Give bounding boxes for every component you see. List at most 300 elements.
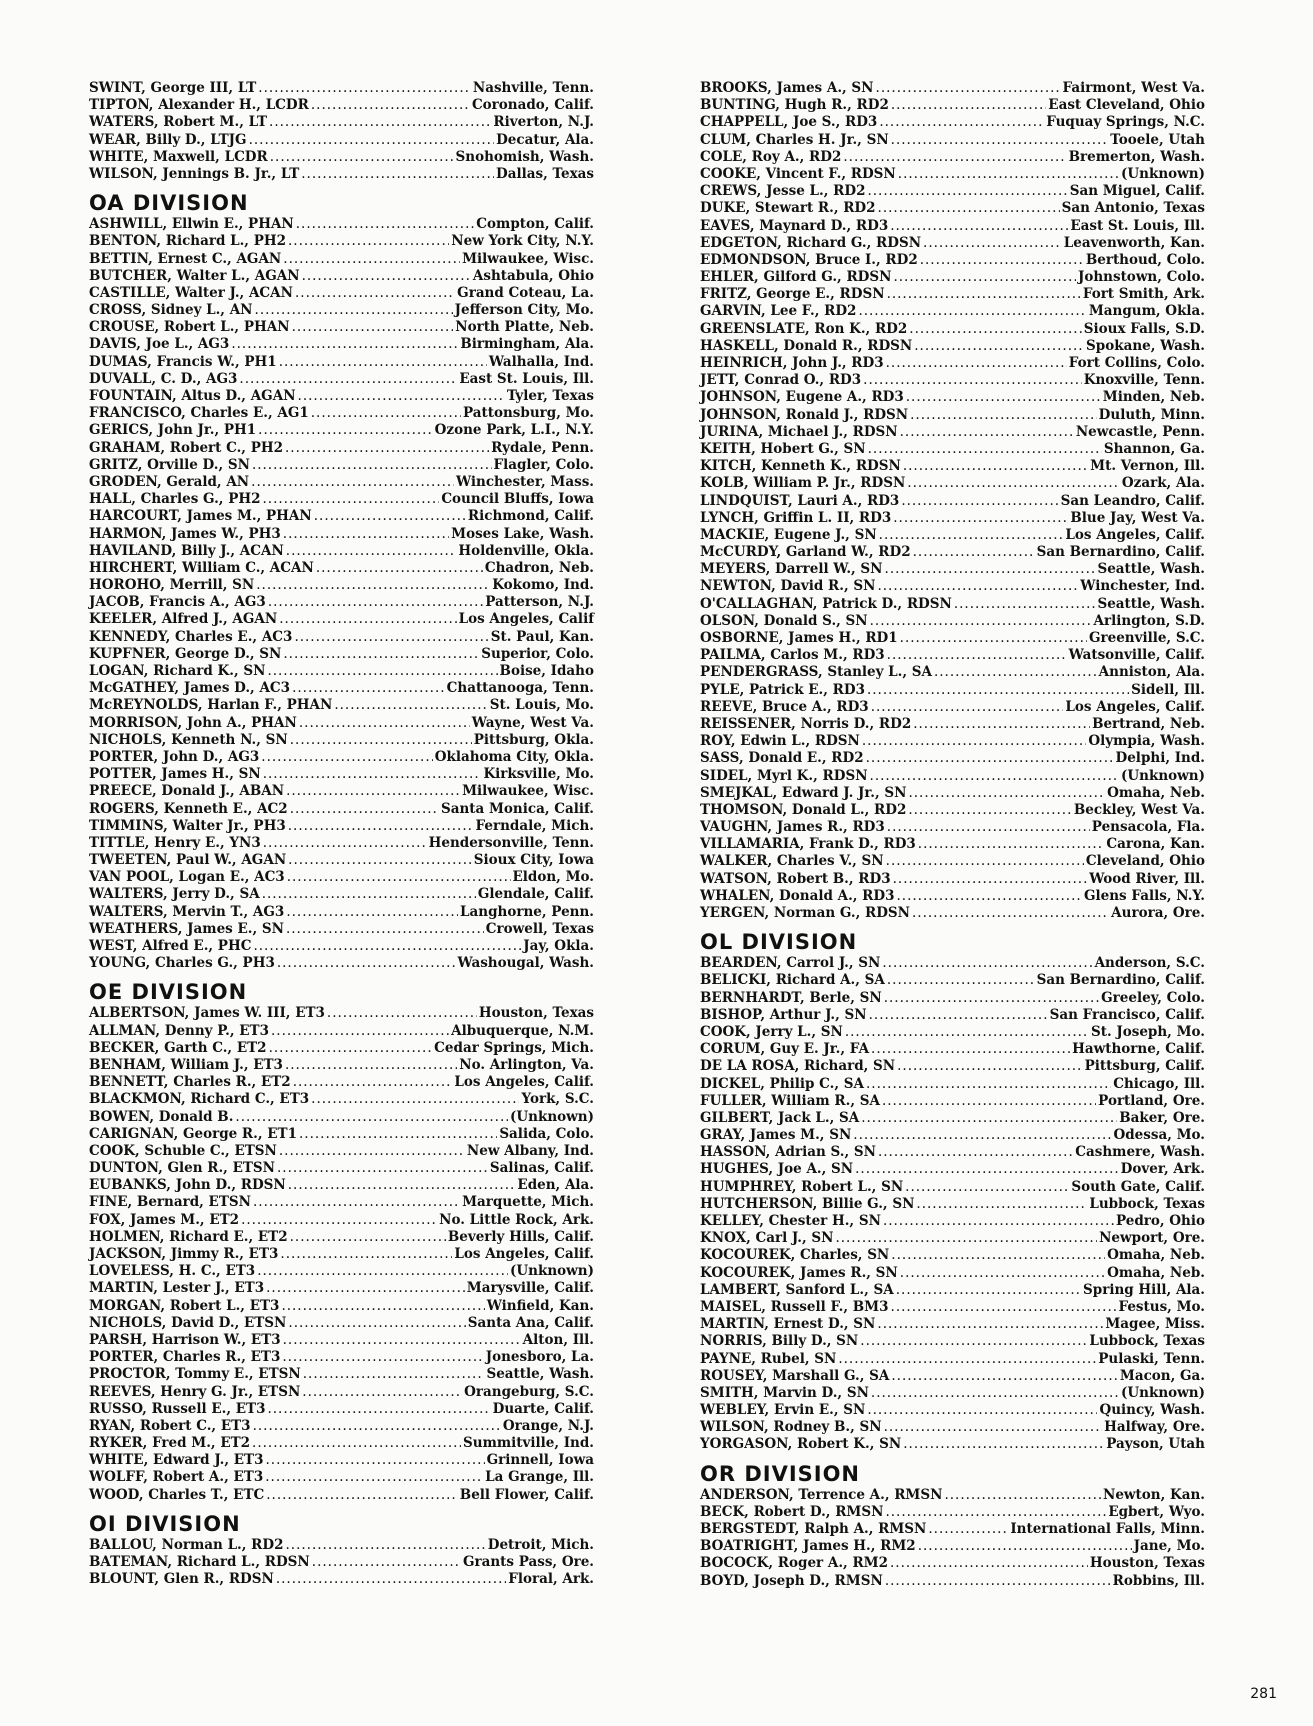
crew-name: ALLMAN, Denny P., ET3 xyxy=(89,1022,269,1039)
dot-leader xyxy=(258,80,471,97)
crew-name: WATERS, Robert M., LT xyxy=(89,114,268,131)
roster-entry xyxy=(89,526,594,543)
hometown: Decatur, Ala. xyxy=(496,131,594,148)
dot-leader xyxy=(277,1160,488,1177)
hometown: Milwaukee, Wisc. xyxy=(462,250,594,267)
roster-entry xyxy=(89,149,594,166)
dot-leader xyxy=(876,80,1061,97)
hometown: Delphi, Ind. xyxy=(1115,750,1205,767)
hometown: Kirksville, Mo. xyxy=(483,766,594,783)
dot-leader xyxy=(257,1263,508,1280)
crew-name: CASTILLE, Walter J., ACAN xyxy=(89,284,293,301)
dot-leader xyxy=(299,715,470,732)
dot-leader xyxy=(877,578,1078,595)
dot-leader xyxy=(287,869,511,886)
hometown: Baker, Ore. xyxy=(1119,1109,1205,1126)
crew-name: BETTIN, Ernest C., AGAN xyxy=(89,250,282,267)
roster-entry xyxy=(700,114,1205,131)
crew-name: PAYNE, Rubel, SN xyxy=(700,1350,837,1367)
roster-entry xyxy=(89,1487,594,1504)
crew-name: TITTLE, Henry E., YN3 xyxy=(89,834,261,851)
roster-entry xyxy=(89,166,594,183)
dot-leader xyxy=(885,1504,1106,1521)
dot-leader xyxy=(913,716,1090,733)
crew-name: GRAHAM, Robert C., PH2 xyxy=(89,439,284,456)
hometown: Dover, Ark. xyxy=(1120,1161,1205,1178)
dot-leader xyxy=(900,630,1087,647)
roster-entry xyxy=(700,286,1205,303)
dot-leader xyxy=(860,1333,1087,1350)
dot-leader xyxy=(934,664,1097,681)
roster-entry xyxy=(89,80,594,97)
hometown: Birmingham, Ala. xyxy=(460,336,594,353)
crew-name: FOUNTAIN, Altus D., AGAN xyxy=(89,388,296,404)
dot-leader xyxy=(928,1521,1008,1538)
hometown: Winfield, Kan. xyxy=(486,1297,594,1314)
dot-leader xyxy=(283,1332,521,1349)
crew-name: WALTERS, Jerry D., SA xyxy=(89,886,260,903)
dot-leader xyxy=(239,371,457,388)
crew-name: PYLE, Patrick E., RD3 xyxy=(700,681,865,698)
hometown: Oklahoma City, Okla. xyxy=(434,748,594,765)
dot-leader xyxy=(903,458,1088,475)
dot-leader xyxy=(910,407,1097,424)
crew-name: FULLER, William R., SA xyxy=(700,1092,880,1109)
hometown: Newton, Kan. xyxy=(1102,1486,1205,1503)
dot-leader xyxy=(266,1452,485,1469)
roster-entry xyxy=(700,424,1205,441)
roster-entry xyxy=(700,1179,1205,1196)
hometown: San Miguel, Calif. xyxy=(1069,183,1205,200)
hometown: Grants Pass, Ore. xyxy=(462,1554,594,1570)
roster-entry xyxy=(700,235,1205,252)
crew-name: JOHNSON, Ronald J., RDSN xyxy=(700,406,909,423)
crew-name: BECK, Robert D., RMSN xyxy=(700,1503,884,1520)
roster-entry xyxy=(700,544,1205,561)
dot-leader xyxy=(261,749,432,766)
crew-name: WHITE, Edward J., ET3 xyxy=(89,1452,264,1469)
roster-entry xyxy=(700,682,1205,699)
hometown: Bremerton, Wash. xyxy=(1068,148,1205,165)
dot-leader xyxy=(858,303,1086,320)
dot-leader xyxy=(311,97,470,114)
crew-name: CROSS, Sidney L., AN xyxy=(89,302,253,319)
hometown: Los Angeles, Calif. xyxy=(454,1074,594,1091)
hometown: Berthoud, Colo. xyxy=(1085,251,1205,268)
dot-leader xyxy=(290,1229,446,1246)
crew-name: DICKEL, Philip C., SA xyxy=(700,1075,865,1092)
hometown: Anderson, S.C. xyxy=(1094,955,1205,972)
dot-leader xyxy=(263,766,482,783)
crew-name: DUMAS, Francis W., PH1 xyxy=(89,353,277,370)
crew-name: DAVIS, Joe L., AG3 xyxy=(89,336,230,353)
dot-leader xyxy=(298,388,505,405)
crew-name: SIDEL, Myrl K., RDSN xyxy=(700,767,868,784)
hometown: Seattle, Wash. xyxy=(486,1366,594,1383)
roster-entry xyxy=(89,114,594,131)
hometown: Minden, Neb. xyxy=(1102,389,1205,406)
roster-entry xyxy=(700,630,1205,647)
crew-name: ALBERTSON, James W. III, ET3 xyxy=(89,1005,325,1022)
roster-entry xyxy=(700,990,1205,1007)
dot-leader xyxy=(845,1024,1089,1041)
hometown: Winchester, Ind. xyxy=(1080,578,1205,595)
dot-leader xyxy=(285,440,489,457)
crew-name: BECKER, Garth C., ET2 xyxy=(89,1039,267,1056)
roster-entry xyxy=(700,750,1205,767)
crew-name: ROUSEY, Marshall G., SA xyxy=(700,1367,890,1384)
hometown: Fuquay Springs, N.C. xyxy=(1046,114,1205,131)
crew-name: BERGSTEDT, Ralph A., RMSN xyxy=(700,1521,927,1537)
roster-entry xyxy=(700,647,1205,664)
dot-leader xyxy=(271,1023,449,1040)
crew-name: SMEJKAL, Edward J. Jr., SN xyxy=(700,784,907,801)
hometown: Sioux City, Iowa xyxy=(473,852,594,869)
roster-entry xyxy=(89,1435,594,1452)
roster-entry xyxy=(700,1402,1205,1419)
hometown: Langhorne, Penn. xyxy=(460,903,594,920)
crew-name: BLOUNT, Glen R., RDSN xyxy=(89,1571,274,1588)
crew-name: RYKER, Fred M., ET2 xyxy=(89,1435,251,1452)
dot-leader xyxy=(231,336,458,353)
dot-leader xyxy=(296,216,475,233)
hometown: Rydale, Penn. xyxy=(491,439,594,456)
roster-entry xyxy=(89,1280,594,1297)
hometown: Marysville, Calif. xyxy=(466,1280,594,1297)
dot-leader xyxy=(877,1316,1103,1333)
hometown: Detroit, Mich. xyxy=(487,1536,594,1553)
crew-name: CARIGNAN, George R., ET1 xyxy=(89,1125,297,1142)
dot-leader xyxy=(870,768,1119,785)
hometown: Mt. Vernon, Ill. xyxy=(1090,458,1205,475)
hometown: Sidell, Ill. xyxy=(1131,681,1205,698)
roster-entry xyxy=(89,302,594,319)
crew-name: BOWEN, Donald B. xyxy=(89,1108,234,1125)
crew-name: COOK, Schuble C., ETSN xyxy=(89,1142,277,1159)
roster-entry xyxy=(89,1023,594,1040)
crew-name: BENNETT, Charles R., ET2 xyxy=(89,1074,291,1091)
crew-name: DUNTON, Glen R., ETSN xyxy=(89,1160,276,1177)
hometown: St. Paul, Kan. xyxy=(490,628,594,645)
roster-entry xyxy=(89,457,594,474)
crew-name: DUVALL, C. D., AG3 xyxy=(89,370,238,387)
dot-leader xyxy=(280,1246,452,1263)
crew-name: MAISEL, Russell F., BM3 xyxy=(700,1298,889,1315)
dot-leader xyxy=(891,1299,1117,1316)
dot-leader xyxy=(855,1161,1119,1178)
hometown: Grand Coteau, La. xyxy=(457,284,594,301)
hometown: East St. Louis, Ill. xyxy=(1070,217,1205,234)
roster-entry xyxy=(700,149,1205,166)
dot-leader xyxy=(887,286,1081,303)
crew-name: MACKIE, Eugene J., SN xyxy=(700,526,877,543)
roster-entry xyxy=(700,1144,1205,1161)
roster-entry xyxy=(700,1247,1205,1264)
crew-name: KOLB, William P. Jr., RDSN xyxy=(700,475,906,492)
hometown: San Francisco, Calif. xyxy=(1049,1006,1205,1023)
hometown: Aurora, Ore. xyxy=(1111,905,1205,921)
crew-name: HOROHO, Merrill, SN xyxy=(89,577,255,594)
dot-leader xyxy=(288,233,449,250)
dot-leader xyxy=(909,321,1082,338)
hometown: International Falls, Minn. xyxy=(1010,1521,1205,1537)
roster-entry xyxy=(89,1332,594,1349)
dot-leader xyxy=(891,1368,1118,1385)
hometown: Portland, Ore. xyxy=(1098,1092,1205,1109)
crew-name: YERGEN, Norman G., RDSN xyxy=(700,905,911,921)
crew-name: JURINA, Michael J., RDSN xyxy=(700,423,898,440)
crew-name: O'CALLAGHAN, Patrick D., RDSN xyxy=(700,595,952,612)
dot-leader xyxy=(252,1435,461,1452)
crew-name: FRANCISCO, Charles E., AG1 xyxy=(89,405,309,422)
hometown: Spokane, Wash. xyxy=(1086,337,1205,354)
dot-leader xyxy=(885,561,1096,578)
hometown: Milwaukee, Wisc. xyxy=(462,783,594,800)
division-heading: OE DIVISION xyxy=(89,980,248,1005)
dot-leader xyxy=(908,785,1105,802)
roster-entry xyxy=(700,166,1205,183)
dot-leader xyxy=(883,1213,1114,1230)
hometown: Jonesboro, La. xyxy=(485,1349,594,1366)
roster-entry xyxy=(89,1349,594,1366)
crew-name: BISHOP, Arthur J., SN xyxy=(700,1006,867,1023)
dot-leader xyxy=(277,955,456,972)
roster-entry xyxy=(89,1229,594,1246)
left-column xyxy=(89,80,594,1588)
roster-entry xyxy=(700,1161,1205,1178)
roster-entry xyxy=(89,508,594,525)
roster-entry xyxy=(89,1091,594,1108)
dot-leader xyxy=(253,938,521,955)
crew-name: VAN POOL, Logan E., AC3 xyxy=(89,869,285,886)
dot-leader xyxy=(912,905,1109,922)
dot-leader xyxy=(241,1212,437,1229)
hometown: Robbins, Ill. xyxy=(1112,1572,1205,1589)
dot-leader xyxy=(256,577,490,594)
crew-name: POTTER, James H., SN xyxy=(89,766,261,783)
dot-leader xyxy=(891,132,1109,149)
crew-name: RYAN, Robert C., ET3 xyxy=(89,1417,251,1434)
hometown: Seattle, Wash. xyxy=(1097,595,1205,612)
roster-entry xyxy=(700,1230,1205,1247)
crew-name: PAILMA, Carlos M., RD3 xyxy=(700,647,885,664)
dot-leader xyxy=(871,699,1064,716)
dot-leader xyxy=(258,422,433,439)
dot-leader xyxy=(871,1041,1070,1058)
hometown: Hawthorne, Calif. xyxy=(1072,1041,1205,1058)
roster-entry xyxy=(700,699,1205,716)
roster-entry xyxy=(700,1213,1205,1230)
dot-leader xyxy=(269,114,491,131)
hometown: Dallas, Texas xyxy=(496,165,594,182)
crew-name: WALKER, Charles V., SN xyxy=(700,853,884,870)
crew-name: YORGASON, Robert K., SN xyxy=(700,1436,902,1453)
dot-leader xyxy=(901,493,1058,510)
roster-entry xyxy=(700,1573,1205,1590)
crew-name: HASKELL, Donald R., RDSN xyxy=(700,337,913,354)
hometown: Halfway, Ore. xyxy=(1104,1419,1205,1436)
crew-name: WEBLEY, Ervin E., SN xyxy=(700,1402,866,1419)
crew-name: COLE, Roy A., RD2 xyxy=(700,148,842,165)
dot-leader xyxy=(252,457,492,474)
crew-name: EAVES, Maynard D., RD3 xyxy=(700,217,889,234)
dot-leader xyxy=(288,852,472,869)
dot-leader xyxy=(311,405,461,422)
roster-entry xyxy=(89,629,594,646)
crew-name: WHITE, Maxwell, LCDR xyxy=(89,148,268,165)
roster-entry xyxy=(700,972,1205,989)
hometown: Duluth, Minn. xyxy=(1098,406,1205,423)
hometown: Greenville, S.C. xyxy=(1088,630,1205,646)
crew-name: BENTON, Richard L., PH2 xyxy=(89,233,286,250)
roster-entry xyxy=(700,355,1205,372)
dot-leader xyxy=(879,527,1064,544)
hometown: No. Little Rock, Ark. xyxy=(439,1211,594,1228)
hometown: Orangeburg, S.C. xyxy=(464,1383,594,1400)
roster-entry xyxy=(89,474,594,491)
crew-name: EDGETON, Richard G., RDSN xyxy=(700,234,922,251)
dot-leader xyxy=(311,1091,519,1108)
hometown: Seattle, Wash. xyxy=(1097,561,1205,578)
crew-name: HOLMEN, Richard E., ET2 xyxy=(89,1228,288,1245)
crew-name: KNOX, Carl J., SN xyxy=(700,1230,834,1247)
hometown: Crowell, Texas xyxy=(485,920,594,937)
crew-name: McGATHEY, James D., AC3 xyxy=(89,680,291,697)
crew-name: PORTER, John D., AG3 xyxy=(89,748,260,765)
hometown: Boise, Idaho xyxy=(499,663,594,679)
hometown: Jay, Okla. xyxy=(523,938,594,954)
roster-entry xyxy=(700,836,1205,853)
dot-leader xyxy=(302,1384,462,1401)
dot-leader xyxy=(312,1554,461,1571)
hometown: Watsonville, Calif. xyxy=(1068,647,1205,664)
dot-leader xyxy=(292,680,445,697)
crew-name: WILSON, Jennings B. Jr., LT xyxy=(89,165,300,182)
dot-leader xyxy=(279,1143,465,1160)
dot-leader xyxy=(283,646,479,663)
roster-entry xyxy=(89,904,594,921)
dot-leader xyxy=(913,544,1035,561)
roster-entry xyxy=(89,319,594,336)
roster-entry xyxy=(89,1109,594,1126)
dot-leader xyxy=(279,354,487,371)
crew-name: HALL, Charles G., PH2 xyxy=(89,491,261,508)
roster-entry xyxy=(700,1487,1205,1504)
roster-entry xyxy=(89,1194,594,1211)
hometown: Pittsburg, Okla. xyxy=(473,731,594,748)
dot-leader xyxy=(893,269,1075,286)
hometown: Pattonsburg, Mo. xyxy=(462,405,594,422)
crew-name: BALLOU, Norman L., RD2 xyxy=(89,1536,284,1553)
hometown: Magee, Miss. xyxy=(1105,1316,1205,1333)
hometown: Superior, Colo. xyxy=(481,645,594,662)
hometown: East St. Louis, Ill. xyxy=(459,370,594,387)
crew-name: NORRIS, Billy D., SN xyxy=(700,1333,859,1350)
dot-leader xyxy=(303,1366,485,1383)
roster-entry xyxy=(700,183,1205,200)
crew-name: HASSON, Adrian S., SN xyxy=(700,1144,876,1161)
dot-leader xyxy=(878,1144,1073,1161)
crew-name: HARCOURT, James M., PHAN xyxy=(89,508,312,525)
crew-name: CREWS, Jesse L., RD2 xyxy=(700,183,866,200)
dot-leader xyxy=(878,200,1060,217)
dot-leader xyxy=(265,1469,483,1486)
hometown: Macon, Ga. xyxy=(1119,1367,1205,1384)
hometown: Alton, Ill. xyxy=(522,1331,594,1348)
hometown: Hendersonville, Tenn. xyxy=(428,834,594,851)
hometown: San Bernardino, Calif. xyxy=(1036,972,1205,989)
crew-name: LINDQUIST, Lauri A., RD3 xyxy=(700,492,900,509)
roster-entry xyxy=(89,766,594,783)
crew-name: WHALEN, Donald A., RD3 xyxy=(700,887,895,904)
roster-entry xyxy=(89,1212,594,1229)
dot-leader xyxy=(302,268,471,285)
roster-entry xyxy=(700,269,1205,286)
hometown: Holdenville, Okla. xyxy=(458,542,594,559)
dot-leader xyxy=(267,663,497,680)
dot-leader xyxy=(279,611,456,628)
roster-entry xyxy=(700,1127,1205,1144)
roster-entry xyxy=(700,407,1205,424)
roster-entry xyxy=(89,1143,594,1160)
roster-entry xyxy=(89,440,594,457)
crew-name: TIMMINS, Walter Jr., PH3 xyxy=(89,817,286,834)
hometown: New Albany, Ind. xyxy=(466,1142,594,1159)
crew-name: VILLAMARIA, Frank D., RD3 xyxy=(700,836,916,853)
hometown: Los Angeles, Calif. xyxy=(1065,526,1205,543)
hometown: Cashmere, Wash. xyxy=(1075,1144,1205,1161)
dot-leader xyxy=(853,1127,1111,1144)
crew-name: McREYNOLDS, Harlan F., PHAN xyxy=(89,697,333,714)
dot-leader xyxy=(286,904,458,921)
dot-leader xyxy=(944,1487,1101,1504)
crew-name: GARVIN, Lee F., RD2 xyxy=(700,303,857,320)
roster-entry xyxy=(700,389,1205,406)
hometown: Council Bluffs, Iowa xyxy=(441,491,594,508)
roster-entry xyxy=(89,1315,594,1332)
roster-entry xyxy=(89,285,594,302)
dot-leader xyxy=(890,1555,1088,1572)
roster-entry xyxy=(700,475,1205,492)
roster-entry xyxy=(700,955,1205,972)
crew-name: KOCOUREK, James R., SN xyxy=(700,1264,898,1281)
crew-name: KEELER, Alfred J., AGAN xyxy=(89,611,278,628)
dot-leader xyxy=(266,1487,458,1504)
dot-leader xyxy=(868,441,1102,458)
crew-name: MEYERS, Darrell W., SN xyxy=(700,561,883,578)
dot-leader xyxy=(327,1005,477,1022)
roster-entry xyxy=(700,802,1205,819)
hometown: St. Louis, Mo. xyxy=(489,697,594,714)
crew-name: CORUM, Guy E. Jr., FA xyxy=(700,1041,870,1058)
crew-name: WEAR, Billy D., LTJG xyxy=(89,131,247,148)
dot-leader xyxy=(276,1571,506,1588)
dot-leader xyxy=(890,218,1068,235)
roster-entry xyxy=(89,852,594,869)
dot-leader xyxy=(253,1194,460,1211)
roster-entry xyxy=(700,338,1205,355)
dot-leader xyxy=(269,1040,433,1057)
roster-entry xyxy=(89,1452,594,1469)
roster-entry xyxy=(700,664,1205,681)
roster-entry xyxy=(89,268,594,285)
hometown: Chicago, Ill. xyxy=(1113,1075,1205,1092)
division-heading: OL DIVISION xyxy=(700,930,858,955)
dot-leader xyxy=(288,1315,465,1332)
crew-name: PORTER, Charles R., ET3 xyxy=(89,1349,281,1366)
hometown: Floral, Ark. xyxy=(508,1571,594,1588)
roster-entry xyxy=(700,1093,1205,1110)
